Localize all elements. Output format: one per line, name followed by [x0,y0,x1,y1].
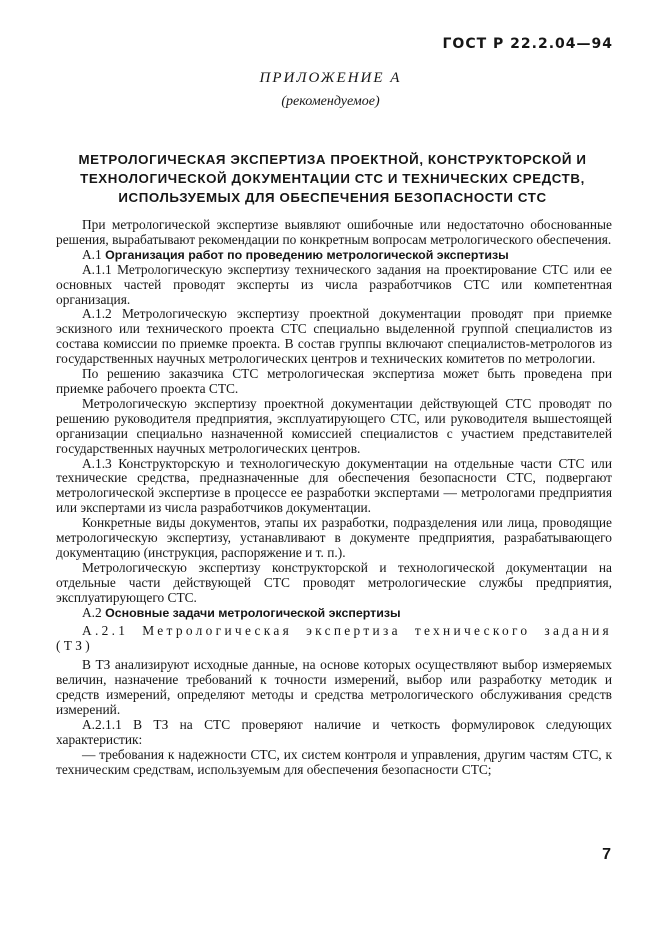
paragraph-tz: В ТЗ анализируют исходные данные, на основе которых осуществляют выбор измеряемых величин, назначение требований к точности измерений, выбор или разработку методик и средств измерений, определяют методы и средства метрологического обслуживания средств измерений. [56,657,612,717]
document-body [56,218,612,778]
paragraph-operating: Метрологическую экспертизу проектной документации действующей СТС проводят по решению руководителя предприятия, эксплуатирующего СТС, или руководителя вышестоящей организации специально назначенной комиссией специалистов с участием представителей государственных научных метрологических центров. [56,395,612,456]
section-a2-number: А.2 [82,604,102,620]
paragraph-intro: При метрологической экспертизе выявляют ошибочные или недостаточно обоснованные решения, вырабатывают рекомендации по конкретным вопросам метрологического обеспечения. [56,217,612,247]
paragraph-a12: А.1.2 Метрологическую экспертизу проектной документации проводят при приемке эскизного или технического проекта СТС специально выделенной группой специалистов из состава комиссии по приемке проекта. В состав группы включают специалистов-метрологов из государственных научных метрологических центров и технических комитетов по метрологии. [56,306,612,367]
appendix-title: ПРИЛОЖЕНИЕ А [259,70,402,86]
section-a2-heading [56,606,612,621]
section-a2-title: Основные задачи метрологической экспертизы [105,605,401,620]
paragraph-a11: А.1.1 Метрологическую экспертизу технического задания на проектирование СТС или ее основных частей проводят эксперты из числа разработчиков СТС или компетентная организация. [56,261,612,307]
paragraph-a21: А.2.1 Метрологическая экспертиза технического задания (ТЗ) [56,623,612,654]
paragraph-services: Метрологическую экспертизу конструкторской и технологической документации на отдельные части действующей СТС проводят метрологические службы предприятия, эксплуатирующего СТС. [56,559,612,605]
standard-code-header: ГОСТ Р 22.2.04—94 [442,36,613,52]
section-a1-heading [56,248,612,263]
document-title: МЕТРОЛОГИЧЕСКАЯ ЭКСПЕРТИЗА ПРОЕКТНОЙ, КОНСТРУКТОРСКОЙ И ТЕХНОЛОГИЧЕСКОЙ ДОКУМЕНТАЦИИ СТС И ТЕХНИЧЕСКИХ СРЕДСТВ, ИСПОЛЬЗУЕМЫХ ДЛЯ ОБЕСПЕЧЕНИЯ БЕЗОПАСНОСТИ СТС [78,152,587,205]
appendix-note: (рекомендуемое) [281,94,380,109]
section-a1-title: Организация работ по проведению метрологической экспертизы [105,247,509,262]
section-a1-number: А.1 [82,246,102,262]
paragraph-customer: По решению заказчика СТС метрологическая экспертиза может быть проведена при приемке рабочего проекта СТС. [56,366,612,396]
bullet-reliability: — требования к надежности СТС, их систем контроля и управления, другим частям СТС, к техническим средствам, используемым для обеспечения безопасности СТС; [56,746,612,777]
paragraph-a211: А.2.1.1 В ТЗ на СТС проверяют наличие и четкость формулировок следующих характеристик: [56,716,612,747]
paragraph-a13: А.1.3 Конструкторскую и технологическую документации на отдельные части СТС или технические средства, предназначенные для обеспечения безопасности СТС, подвергают метрологической экспертизе в процессе ее разработки экспертами — метрологами предприятия или экспертами из числа разработчиков документации. [56,455,612,516]
page-number: 7 [602,846,611,863]
paragraph-doc-types: Конкретные виды документов, этапы их разработки, подразделения или лица, проводящие метрологическую экспертизу, устанавливают в документе предприятия, разрабатывающего документацию (инструкция, распоряжение и т. п.). [56,515,612,560]
